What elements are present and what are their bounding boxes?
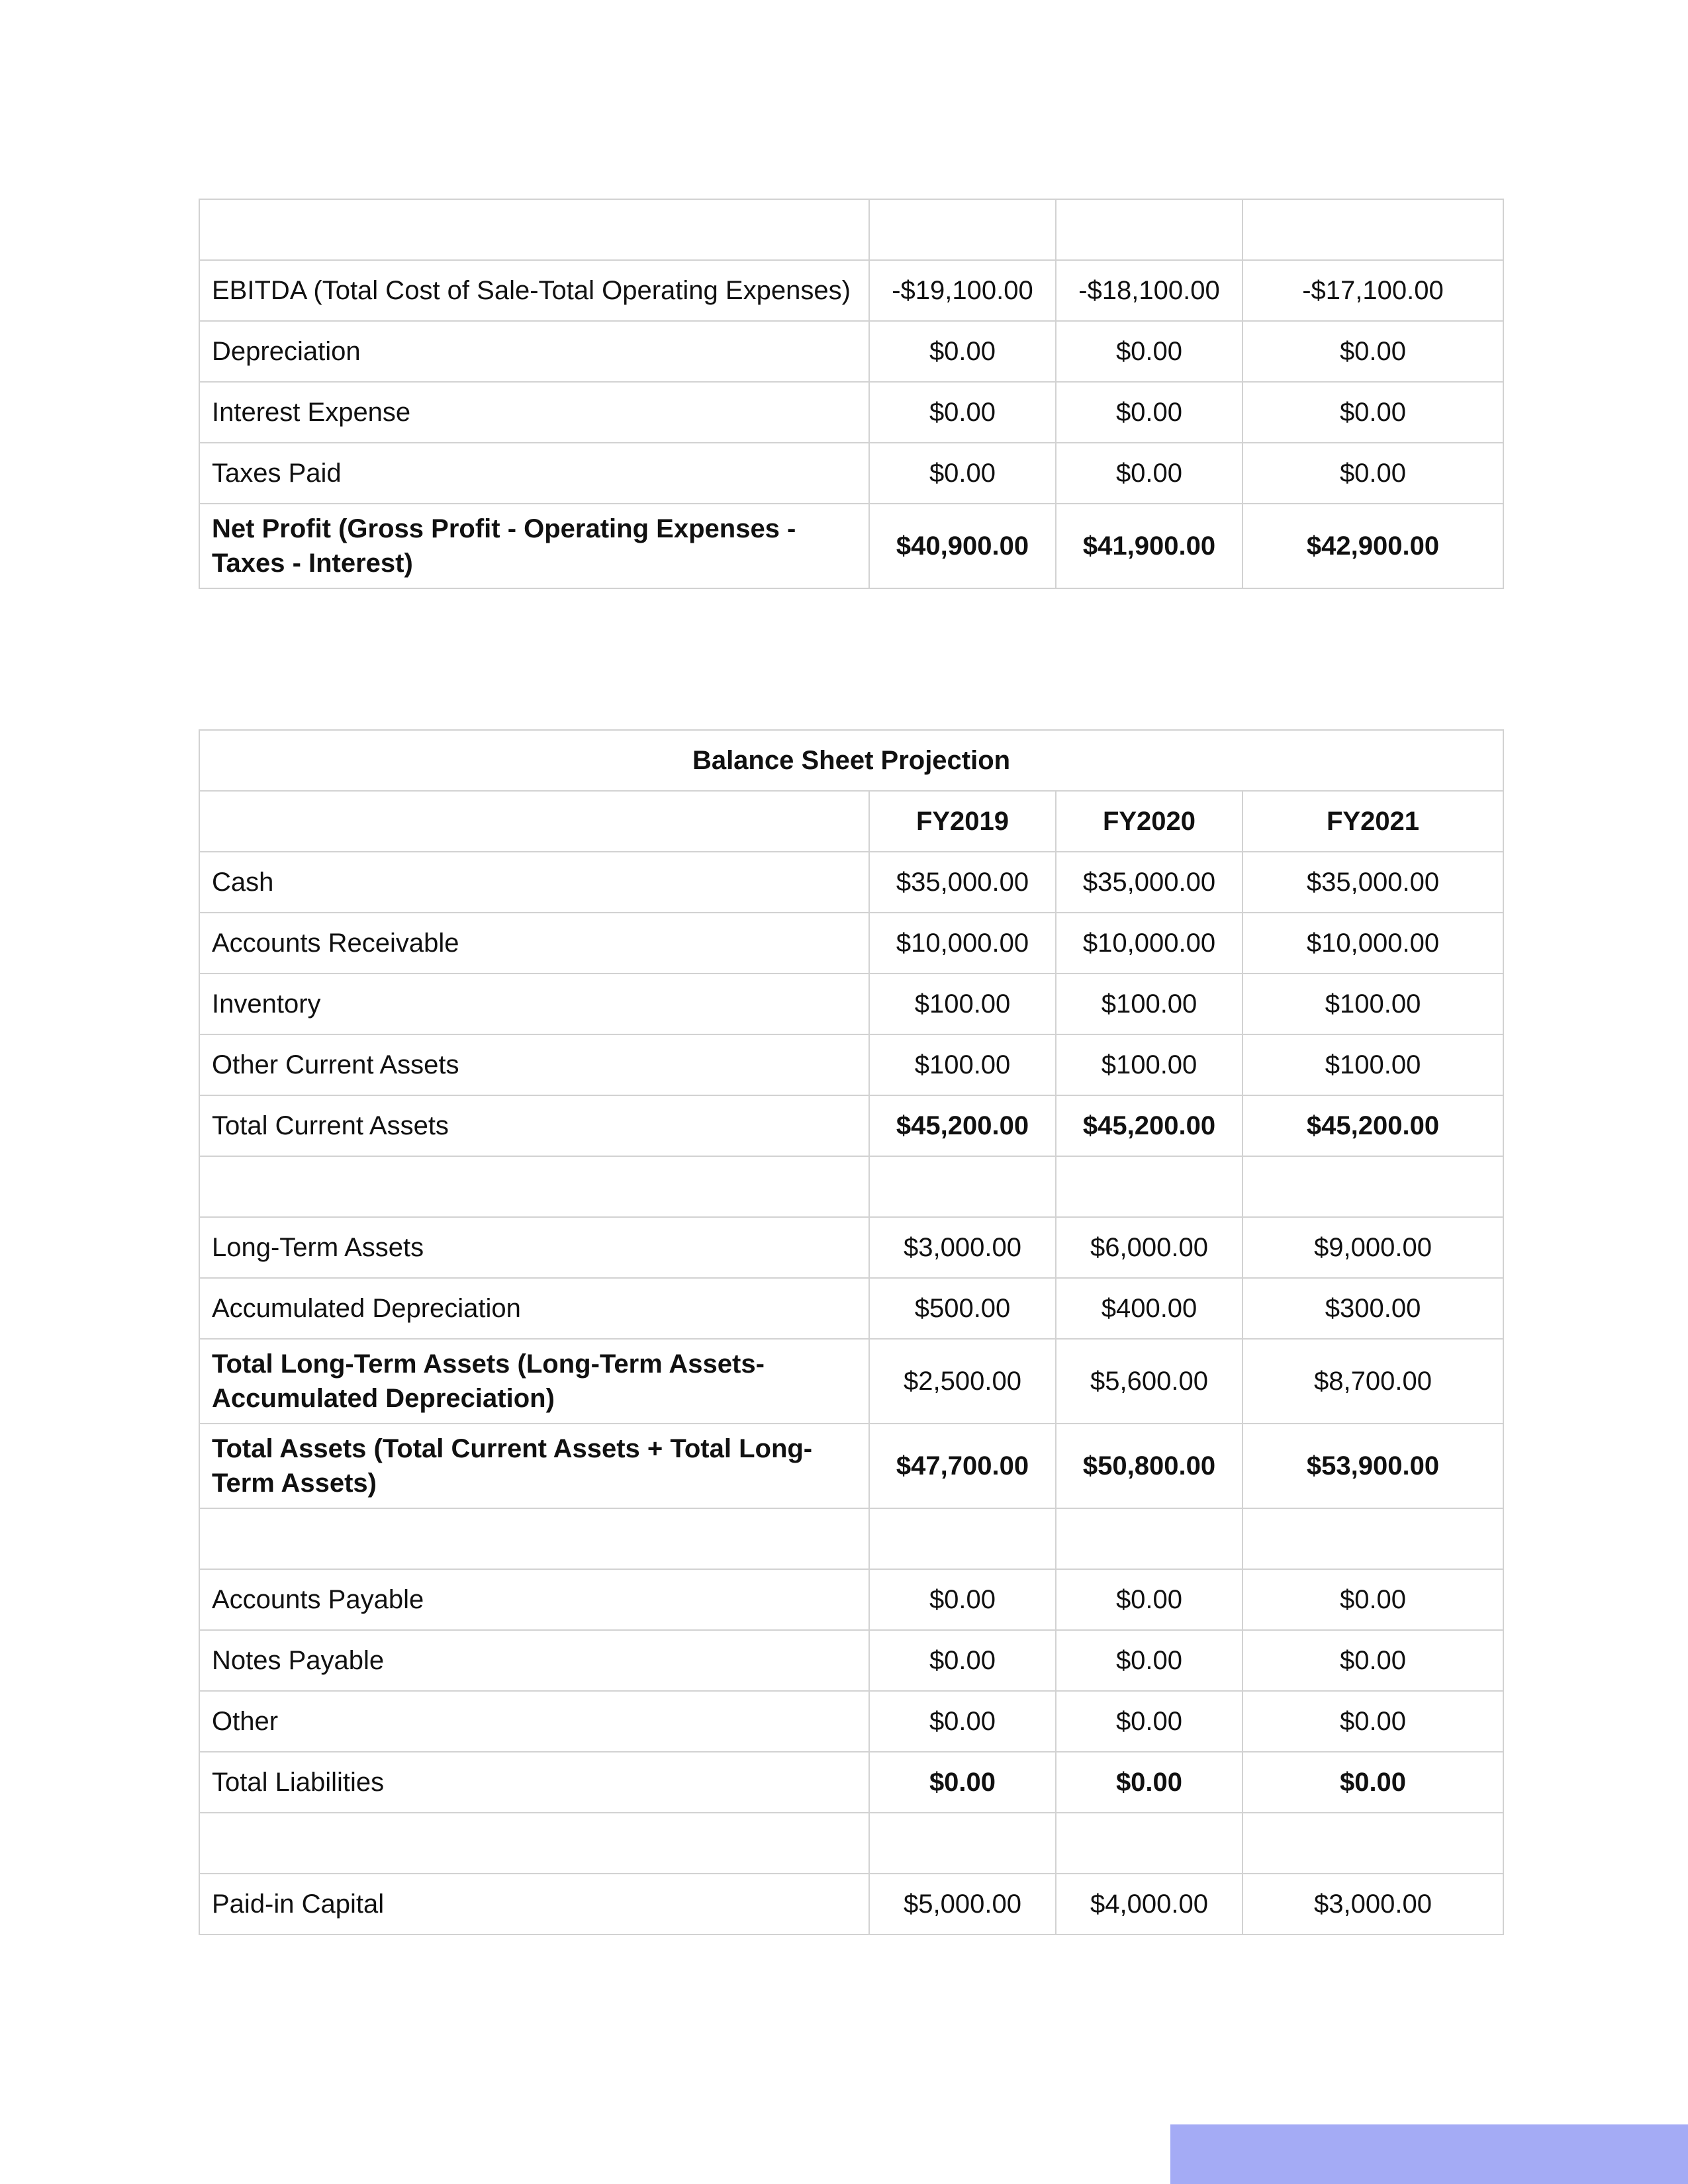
row-label: EBITDA (Total Cost of Sale-Total Operating Expenses) <box>199 260 869 321</box>
row-label: Total Current Assets <box>199 1095 869 1156</box>
table-row-other <box>199 1691 1503 1752</box>
value-fy2019 <box>869 1508 1056 1569</box>
value-fy2019: $35,000.00 <box>869 852 1056 913</box>
income-statement-table <box>199 199 1504 589</box>
value-fy2021: $10,000.00 <box>1243 913 1503 974</box>
value-fy2020: $0.00 <box>1056 1752 1243 1813</box>
value-fy2020 <box>1056 1508 1243 1569</box>
value-fy2021 <box>1243 199 1503 260</box>
value-fy2021: $0.00 <box>1243 1630 1503 1691</box>
row-label <box>199 199 869 260</box>
value-fy2020: $35,000.00 <box>1056 852 1243 913</box>
value-fy2021 <box>1243 1813 1503 1874</box>
value-fy2020: -$18,100.00 <box>1056 260 1243 321</box>
row-label: Taxes Paid <box>199 443 869 504</box>
value-fy2019: $0.00 <box>869 321 1056 382</box>
row-label: Cash <box>199 852 869 913</box>
value-fy2021: $35,000.00 <box>1243 852 1503 913</box>
row-label: Notes Payable <box>199 1630 869 1691</box>
value-fy2021: $100.00 <box>1243 1034 1503 1095</box>
value-fy2019: $2,500.00 <box>869 1339 1056 1424</box>
value-fy2021: $100.00 <box>1243 974 1503 1034</box>
value-fy2021 <box>1243 1156 1503 1217</box>
value-fy2020: $50,800.00 <box>1056 1424 1243 1508</box>
table-row-blank <box>199 199 1503 260</box>
value-fy2020: $0.00 <box>1056 382 1243 443</box>
row-label: Depreciation <box>199 321 869 382</box>
value-fy2021: $0.00 <box>1243 1691 1503 1752</box>
value-fy2020: $0.00 <box>1056 321 1243 382</box>
value-fy2019: $0.00 <box>869 382 1056 443</box>
table-row-ebitda <box>199 260 1503 321</box>
table-row-paid-in-capital <box>199 1874 1503 1934</box>
row-label: Long-Term Assets <box>199 1217 869 1278</box>
value-fy2020: $0.00 <box>1056 1630 1243 1691</box>
value-fy2019: $100.00 <box>869 1034 1056 1095</box>
value-fy2020: $100.00 <box>1056 1034 1243 1095</box>
row-label: Accumulated Depreciation <box>199 1278 869 1339</box>
table-row-other-current-assets <box>199 1034 1503 1095</box>
value-fy2019 <box>869 1813 1056 1874</box>
row-label: Total Liabilities <box>199 1752 869 1813</box>
value-fy2020: $0.00 <box>1056 1691 1243 1752</box>
value-fy2019: -$19,100.00 <box>869 260 1056 321</box>
table-row-total-current-assets <box>199 1095 1503 1156</box>
table-row-blank <box>199 1508 1503 1569</box>
header-fy2019: FY2019 <box>869 791 1056 852</box>
row-label: Net Profit (Gross Profit - Operating Expenses - Taxes - Interest) <box>199 504 869 588</box>
header-fy2021: FY2021 <box>1243 791 1503 852</box>
value-fy2021: $0.00 <box>1243 1752 1503 1813</box>
row-label: Other <box>199 1691 869 1752</box>
value-fy2020: $0.00 <box>1056 1569 1243 1630</box>
table-row-blank <box>199 1813 1503 1874</box>
value-fy2020: $5,600.00 <box>1056 1339 1243 1424</box>
value-fy2020 <box>1056 1156 1243 1217</box>
row-label: Total Assets (Total Current Assets + Total Long-Term Assets) <box>199 1424 869 1508</box>
value-fy2021: -$17,100.00 <box>1243 260 1503 321</box>
value-fy2019: $3,000.00 <box>869 1217 1056 1278</box>
table-row-taxes-paid <box>199 443 1503 504</box>
value-fy2019: $10,000.00 <box>869 913 1056 974</box>
table-row-notes-payable <box>199 1630 1503 1691</box>
value-fy2021: $9,000.00 <box>1243 1217 1503 1278</box>
value-fy2021: $0.00 <box>1243 1569 1503 1630</box>
value-fy2021: $0.00 <box>1243 443 1503 504</box>
value-fy2021 <box>1243 1508 1503 1569</box>
table-row-total-assets <box>199 1424 1503 1508</box>
header-fy2020: FY2020 <box>1056 791 1243 852</box>
table-row-long-term-assets <box>199 1217 1503 1278</box>
balance-sheet-table <box>199 729 1504 1935</box>
table-row-accounts-payable <box>199 1569 1503 1630</box>
table-row-accumulated-depreciation <box>199 1278 1503 1339</box>
value-fy2019 <box>869 1156 1056 1217</box>
row-label: Total Long-Term Assets (Long-Term Assets-Accumulated Depreciation) <box>199 1339 869 1424</box>
value-fy2020 <box>1056 199 1243 260</box>
value-fy2020: $6,000.00 <box>1056 1217 1243 1278</box>
value-fy2020: $41,900.00 <box>1056 504 1243 588</box>
value-fy2020: $45,200.00 <box>1056 1095 1243 1156</box>
row-label <box>199 1813 869 1874</box>
row-label: Inventory <box>199 974 869 1034</box>
row-label: Paid-in Capital <box>199 1874 869 1934</box>
value-fy2021: $0.00 <box>1243 321 1503 382</box>
table-row-depreciation <box>199 321 1503 382</box>
value-fy2021: $53,900.00 <box>1243 1424 1503 1508</box>
value-fy2019: $40,900.00 <box>869 504 1056 588</box>
value-fy2021: $3,000.00 <box>1243 1874 1503 1934</box>
value-fy2019: $500.00 <box>869 1278 1056 1339</box>
table-title-row <box>199 730 1503 791</box>
row-label <box>199 1508 869 1569</box>
value-fy2020: $400.00 <box>1056 1278 1243 1339</box>
value-fy2021: $42,900.00 <box>1243 504 1503 588</box>
value-fy2019: $0.00 <box>869 1630 1056 1691</box>
value-fy2020 <box>1056 1813 1243 1874</box>
value-fy2021: $300.00 <box>1243 1278 1503 1339</box>
table-header-row <box>199 791 1503 852</box>
table-row-net-profit <box>199 504 1503 588</box>
table-row-cash <box>199 852 1503 913</box>
row-label <box>199 1156 869 1217</box>
table-row-accounts-receivable <box>199 913 1503 974</box>
value-fy2019: $45,200.00 <box>869 1095 1056 1156</box>
value-fy2019: $0.00 <box>869 443 1056 504</box>
table-row-inventory <box>199 974 1503 1034</box>
value-fy2019: $47,700.00 <box>869 1424 1056 1508</box>
value-fy2021: $0.00 <box>1243 382 1503 443</box>
row-label: Accounts Payable <box>199 1569 869 1630</box>
footer-accent-block <box>1170 2124 1688 2184</box>
value-fy2020: $100.00 <box>1056 974 1243 1034</box>
value-fy2019: $0.00 <box>869 1691 1056 1752</box>
table-row-total-long-term-assets <box>199 1339 1503 1424</box>
table-row-total-liabilities <box>199 1752 1503 1813</box>
value-fy2019: $0.00 <box>869 1752 1056 1813</box>
row-label: Accounts Receivable <box>199 913 869 974</box>
table-row-interest-expense <box>199 382 1503 443</box>
row-label: Other Current Assets <box>199 1034 869 1095</box>
value-fy2019: $0.00 <box>869 1569 1056 1630</box>
value-fy2020: $10,000.00 <box>1056 913 1243 974</box>
row-label: Interest Expense <box>199 382 869 443</box>
table-title: Balance Sheet Projection <box>199 730 1503 791</box>
value-fy2019: $5,000.00 <box>869 1874 1056 1934</box>
value-fy2021: $8,700.00 <box>1243 1339 1503 1424</box>
value-fy2020: $4,000.00 <box>1056 1874 1243 1934</box>
value-fy2021: $45,200.00 <box>1243 1095 1503 1156</box>
table-row-blank <box>199 1156 1503 1217</box>
header-blank <box>199 791 869 852</box>
value-fy2020: $0.00 <box>1056 443 1243 504</box>
value-fy2019: $100.00 <box>869 974 1056 1034</box>
value-fy2019 <box>869 199 1056 260</box>
